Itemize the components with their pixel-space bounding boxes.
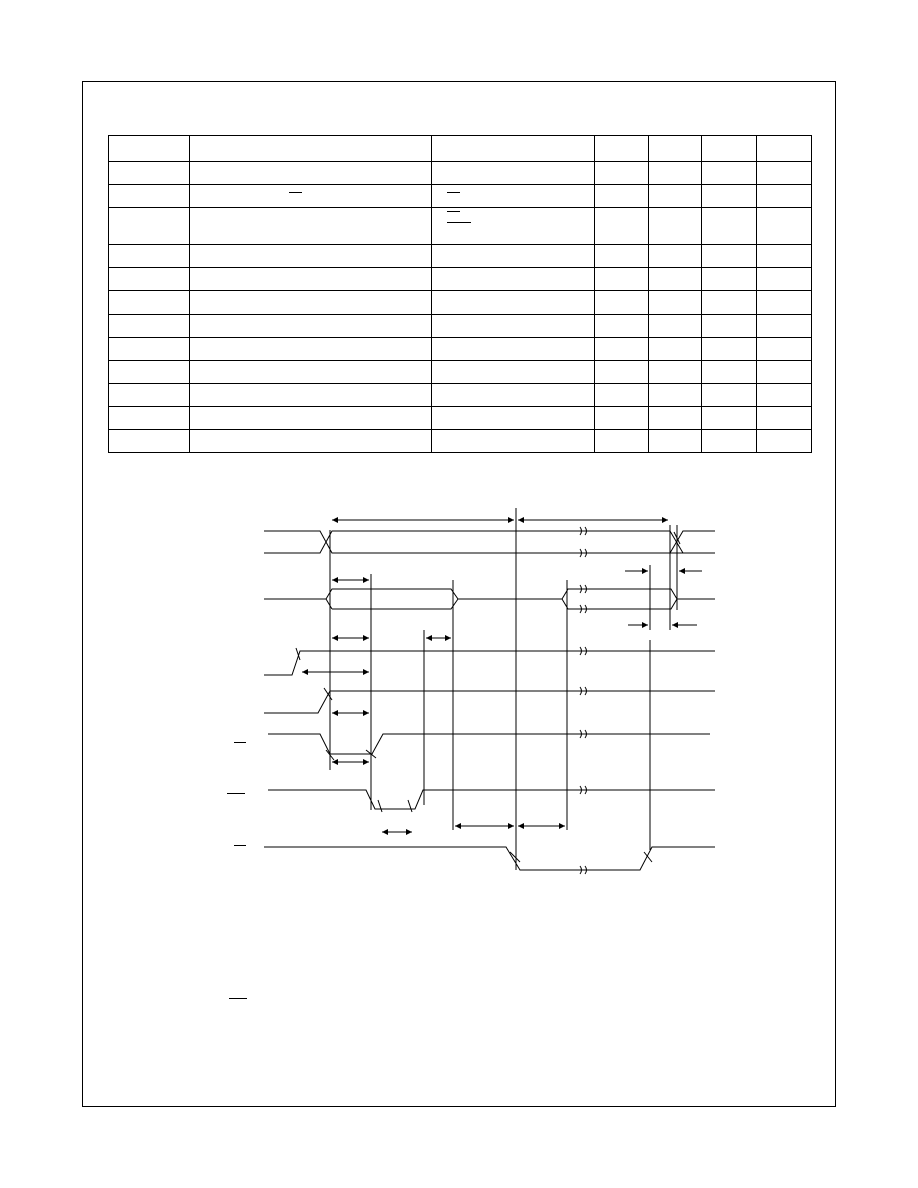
- note-overbar: [229, 998, 247, 999]
- signal-3: [264, 651, 715, 675]
- signal-7-output: [264, 847, 715, 870]
- timing-dimension-arrows: [302, 520, 702, 832]
- signal-address-bus: [264, 531, 715, 553]
- active-low-overbar: [227, 793, 245, 794]
- signal-6-strobe: [268, 790, 715, 809]
- signal-5-strobe: [268, 734, 710, 754]
- transition-ticks: [296, 532, 680, 862]
- signal-4: [264, 691, 715, 713]
- active-low-overbar: [234, 742, 246, 743]
- active-low-overbar: [234, 845, 246, 846]
- time-break-marks: [580, 527, 587, 874]
- timing-reference-lines: [330, 508, 677, 870]
- signal-data-bus: [264, 589, 715, 609]
